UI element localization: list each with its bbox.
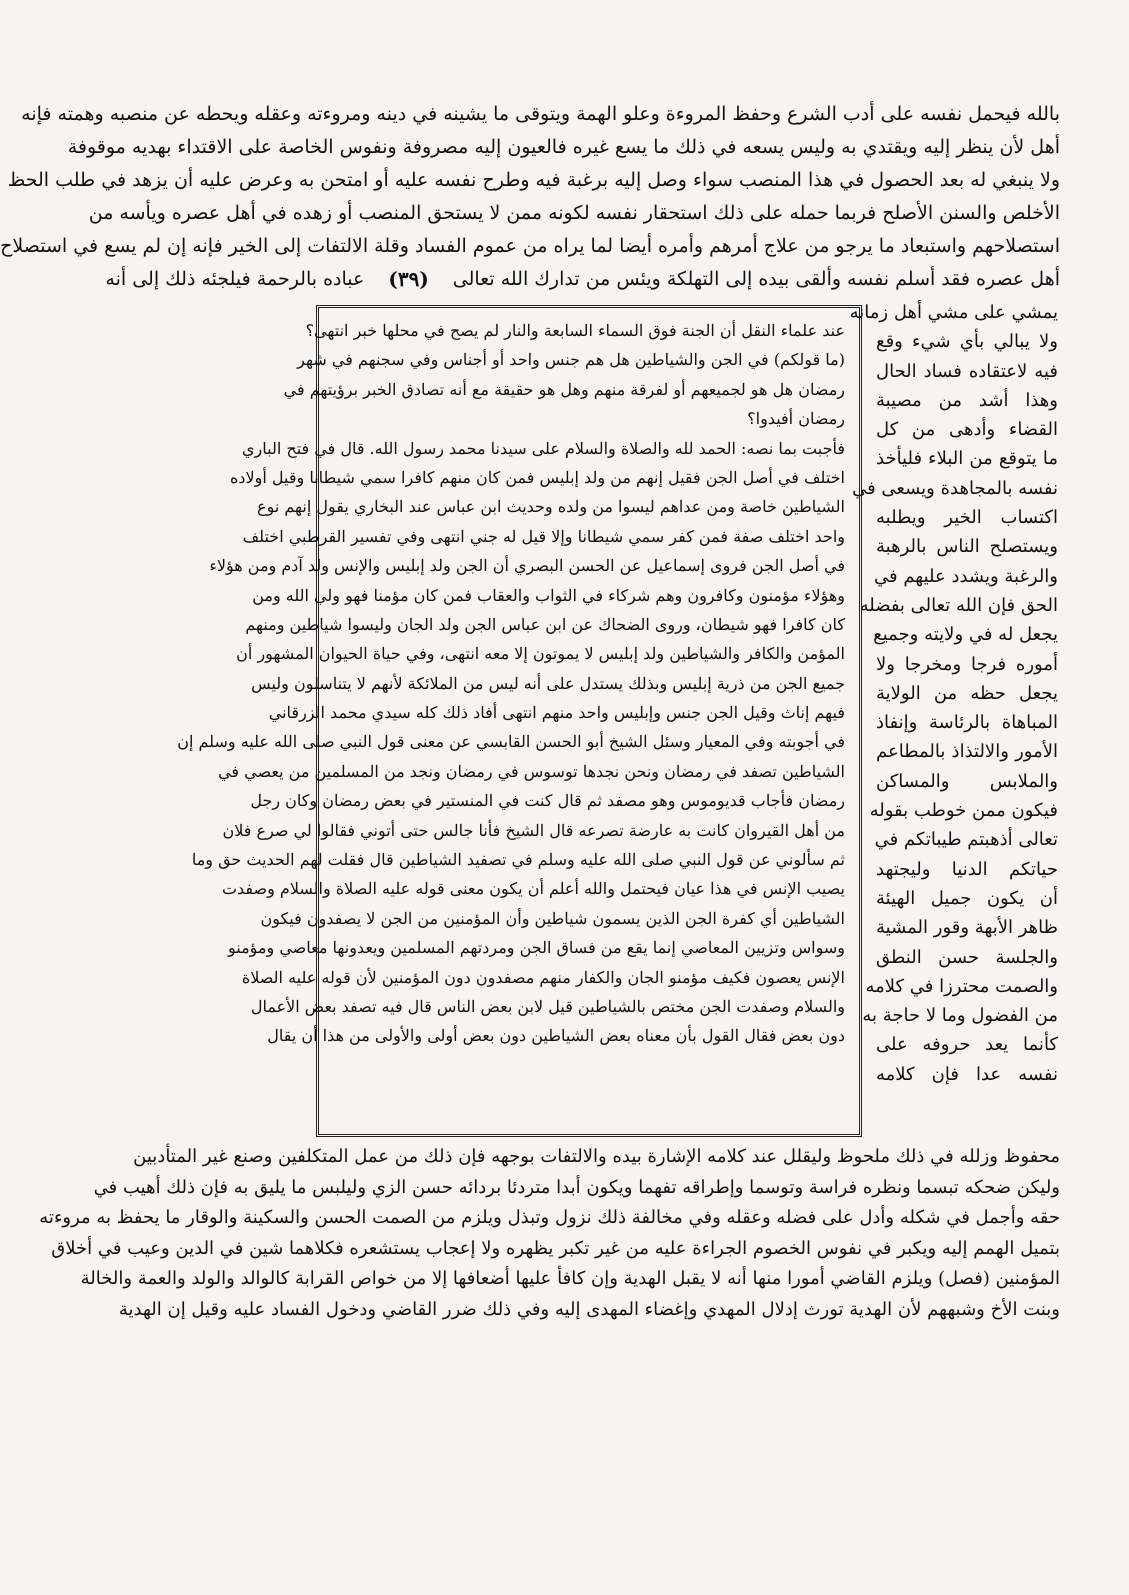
header-text-left: عباده بالرحمة فيلجئه ذلك إلى أنه (105, 268, 365, 290)
top-text-block (0, 98, 1060, 296)
boxed-line: عند علماء النقل أن الجنة فوق السماء السابعة والنار لم يصح في محلها خبر انتهى؟ (305, 321, 845, 340)
boxed-line: ثم سألوني عن قول النبي صلى الله عليه وسلم في تصفيد الشياطين قال فقلت لهم الحديث حق وما (191, 850, 845, 870)
margin-line: والرغبة ويشدد عليهم في (873, 565, 1058, 587)
boxed-line: في أجوبته وفي المعيار وسئل الشيخ أبو الحسن القابسي عن معنى قول النبي صلى الله عليه وسلم إن (177, 732, 845, 752)
boxed-line: رمضان فأجاب قديوموس وهو مصفد ثم قال كنت في المنستير في بعض رمضان وكان رجل (250, 791, 845, 811)
boxed-line: وسواس وتزيين المعاصي إنما يقع من فساق الجن ومردتهم المسلمين ويعدونها معاصي ومؤمنو (228, 938, 845, 958)
boxed-line: الشياطين خاصة ومن عداهم ليسوا من ولده وحديث ابن عباس عند البخاري يقول إنهم نوع (257, 497, 845, 517)
margin-line: نفسه بالمجاهدة ويسعى في (852, 477, 1058, 499)
boxed-line: وهؤلاء مؤمنون وكافرون وهم شركاء في الثواب والعقاب فمن كان مؤمنا فهو ولي الله ومن (252, 585, 845, 605)
text-line: وليكن ضحكه تبسما ونظره فراسة وتوسما وإطراقه تفهما ويكون أبدا متردئا بردائه حسن الزي وليلبس ما يليق به فإن ذلك أهيب في (93, 1176, 1060, 1198)
text-line: الأخلص والسنن الأصلح فربما حمله على ذلك استحقار نفسه لكونه ممن لا يستحق المنصب أو زهده في أهل عصره ويأسه من (88, 202, 1060, 224)
boxed-line: رمضان أفيدوا؟ (747, 409, 845, 429)
text-line: وبنت الأخ وشبههم لأن الهدية تورث إدلال المهدي وإغضاء المهدى إليه وفي ذلك ضرر القاضي ودخول الفساد عليه وقيل إن الهدية (118, 1298, 1060, 1320)
margin-line: ما يتوقع من البلاء فليأخذ (876, 448, 1058, 470)
margin-line: اكتساب الخير ويطلبه (876, 507, 1058, 529)
text-line: بالله فيحمل نفسه على أدب الشرع وحفظ المروءة وعلو الهمة ويتوقى ما يشينه في دينه ومروءته وعقله ويحطه عن منصبه وهمته فإنه (21, 103, 1060, 125)
page-number: (٣٩) (388, 267, 429, 291)
text-line: المؤمنين (فصل) ويلزم القاضي أمورا منها أنه لا يقبل الهدية وإن كافأ عليها أضعافها إلا من خواص القرابة كالوالد والولد والعمة والخالة (80, 1268, 1060, 1289)
boxed-line: كان كافرا فهو شيطان، وروى الضحاك عن ابن عباس الجن ولد الجان وليسوا شياطين ومنهم (245, 614, 845, 634)
margin-line: الأمور والالتذاذ بالمطاعم (876, 741, 1058, 763)
boxed-line: رمضان هل هو لجميعهم أو لفرقة منهم وهل هو حقيقة مع أنه تصادق الخبر برؤيتهم في (283, 379, 845, 399)
text-line: استصلاحهم واستبعاد ما يرجو من علاج أمرهم وأمره أيضا لما يراه من عموم الفساد وقلة الالتفات إلى الخير فإنه إن لم يسع في استصلاح (0, 235, 1060, 257)
boxed-line: في أصل الجن فروى إسماعيل عن الحسن البصري أن الجن ولد إبليس والإنس ولد آدم ومن هؤلاء (209, 556, 845, 576)
boxed-line: والسلام وصفدت الجن مختص بالشياطين قيل لابن بعض الناس قال فيه تصفد بعض الأعمال (250, 996, 845, 1016)
header-line (105, 263, 1060, 296)
margin-line: ولا يبالي بأي شيء وقع (876, 331, 1058, 353)
text-line: حقه وأجمل في شكله وأدل على فضله وعقله وفي مخالفة ذلك نزول وتبذل ويلزم من الصمت الحسن والسكينة والوقار ما يحفظ به مروءته (39, 1207, 1060, 1228)
margin-line: يجعل حظه من الولاية (876, 682, 1058, 704)
margin-line: والملابس والمساكن (876, 770, 1058, 792)
margin-line: حياتكم الدنيا وليجتهد (876, 858, 1058, 880)
boxed-line: واحد اختلف صفة فمن كفر سمي شيطانا وإلا قيل له جني انتهى وفي تفسير القرطبي اختلف (242, 526, 845, 546)
margin-line: يجعل له في ولايته وجميع (873, 624, 1058, 646)
boxed-line: الشياطين أي كفرة الجن الذين يسمون شياطين وأن المؤمنين من الجن لا يصفدون فيكون (260, 908, 845, 928)
margin-line: وهذا أشد من مصيبة (876, 389, 1058, 411)
boxed-line: فأجبت بما نصه: الحمد لله والصلاة والسلام على سيدنا محمد رسول الله. قال في فتح الباري (242, 438, 845, 458)
boxed-line: يصيب الإنس في هذا عيان فيحتمل والله أعلم أن يكون معنى قوله عليه الصلاة والسلام وصفدت (221, 879, 845, 899)
boxed-line: فيهم إناث وقيل الجن جنس وإبليس واحد منهم انتهى أفاد ذلك كله سيدي محمد الزرقاني (268, 703, 845, 723)
boxed-line: دون بعض فقال القول بأن معناه بعض الشياطين دون بعض أولى والأولى من هذا أن يقال (267, 1026, 845, 1046)
text-line: أهل لأن ينظر إليه ويقتدي به وليس يسعه في ذلك ما يسع غيره فالعيون إليه مصروفة ونفوس الخاصة على الاقتداء بهديه موقوفة (67, 136, 1060, 158)
margin-line: نفسه عدا فإن كلامه (876, 1063, 1058, 1085)
margin-line: كأنما يعد حروفه على (876, 1034, 1058, 1056)
margin-line: فيه لاعتقاده فساد الحال (876, 360, 1058, 382)
text-line: بتميل الهمم إليه ويكبر في نفوس الخصوم الجراءة عليه من غير تكبر يظهره ولا إعجاب يستشعره فكلاهما شين في الدين وعيب في أخلاق (51, 1237, 1060, 1259)
margin-line: يمشي على مشي أهل زمانه (849, 302, 1058, 323)
header-text-right: أهل عصره فقد أسلم نفسه وألقى بيده إلى التهلكة ويئس من تدارك الله تعالى (452, 268, 1060, 290)
margin-line: المباهاة بالرئاسة وإنفاذ (876, 712, 1058, 734)
margin-line: ويستصلح الناس بالرهبة (876, 536, 1058, 558)
boxed-line: من أهل القيروان كانت به عارضة تصرعه قال الشيخ فأنا جالس حتى أتوني فقالوا لي صرع فلان (222, 820, 845, 840)
margin-line: تعالى أذهبتم طيباتكم في (874, 829, 1058, 851)
boxed-line: المؤمن والكافر والشياطين ولد إبليس لا يموتون إلا معه انتهى، وفي حياة الحيوان المشهور أن (236, 644, 845, 664)
boxed-inset-text (177, 305, 862, 1137)
margin-line: أن يكون جميل الهيئة (876, 887, 1058, 909)
bottom-text-block (39, 1142, 1060, 1325)
margin-line: فيكون ممن خوطب بقوله (869, 800, 1058, 822)
margin-line: الحق فإن الله تعالى بفضله (859, 594, 1058, 616)
margin-column (849, 298, 1058, 1089)
margin-line: ظاهر الأبهة وقور المشية (876, 917, 1058, 939)
margin-line: من الفضول وما لا حاجة به (862, 1005, 1058, 1027)
text-line: ولا ينبغي له بعد الحصول في هذا المنصب سواء وصل إليه برغبة فيه وطرح نفسه عليه أو امتحن به وعرض عليه أن يزهد في طلب الحظ (7, 169, 1060, 191)
text-line: محفوظ وزلله في ذلك ملحوظ وليقلل عند كلامه الإشارة بيده والالتفات بوجهه فإن ذلك من عمل المتكلفين وصنع غير المتأدبين (133, 1146, 1060, 1167)
margin-line: أموره فرجا ومخرجا ولا (876, 653, 1058, 675)
margin-line: والصمت محترزا في كلامه (865, 975, 1058, 997)
boxed-line: الإنس يعصون فكيف مؤمنو الجان والكفار منهم مصفدون دون المؤمنين لأن قوله عليه الصلاة (241, 967, 845, 987)
boxed-line: جميع الجن من ذرية إبليس وبذلك يستدل على أنه ليس من الملائكة لأنهم لا يتناسلون وليس (251, 673, 845, 693)
margin-line: والجلسة حسن النطق (876, 946, 1058, 968)
boxed-line: الشياطين تصفد في رمضان ونحن نجدها توسوس في رمضان ونجد من المسلمين من يعصي في (218, 761, 845, 781)
margin-line: القضاء وأدهى من كل (876, 419, 1058, 441)
boxed-line: (ما قولكم) في الجن والشياطين هل هم جنس واحد أو أجناس وفي سجنهم في شهر (297, 350, 845, 370)
boxed-line: اختلف في أصل الجن فقيل إنهم من ولد إبليس فمن كان منهم كافرا سمي شيطانا وقيل أولاده (230, 467, 845, 487)
